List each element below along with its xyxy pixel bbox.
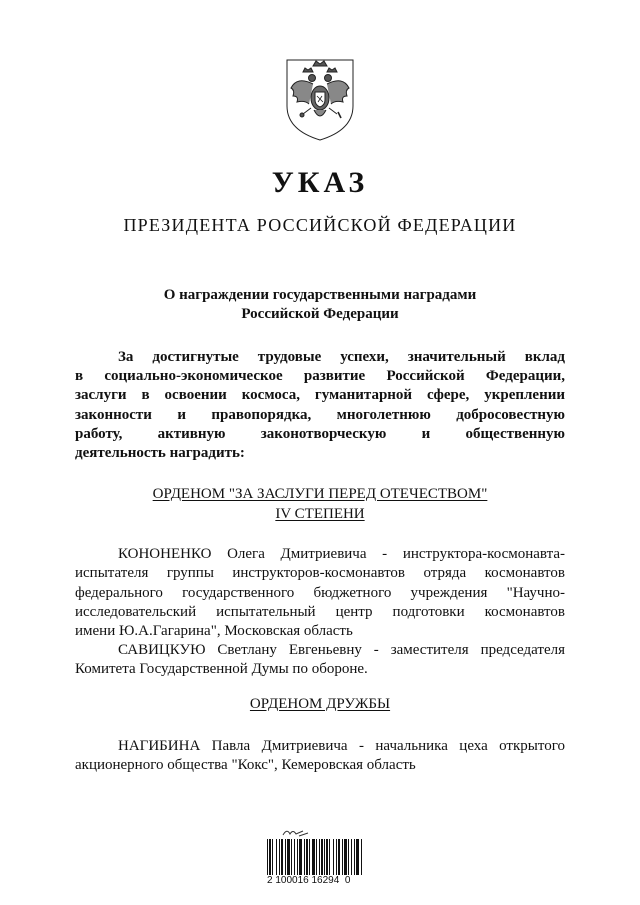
entry-line: исследовательский испытательный центр подготовки космонавтов [75,603,565,620]
heading-line: О награждении государственными наградами [163,287,477,303]
barcode-number: 2 100016 16294 0 [267,875,351,886]
decree-issuer: ПРЕЗИДЕНТА РОССИЙСКОЙ ФЕДЕРАЦИИ [123,215,517,235]
decree-title: УКАЗ [271,166,369,199]
entry-line: акционерного общества "Кокс", Кемеровская область [75,757,416,774]
intro-line: заслуги в освоении космоса, гуманитарной сфере, укреплении [75,387,565,404]
entry-line: КОНОНЕНКО Олега Дмитриевича - инструктора-космонавта- [118,546,565,562]
awardee-entry-savitskaya [75,641,565,680]
entry-line: Комитета Государственной Думы по обороне. [75,661,368,678]
intro-line: работу, активную законотворческую и общественную [75,425,565,442]
entry-line: имени Ю.А.Гагарина", Московская область [75,623,353,640]
heading-line: Российской Федерации [241,306,399,322]
document-barcode [265,826,375,886]
award-title: ОРДЕНОМ ДРУЖБЫ [249,696,391,712]
award-title: ОРДЕНОМ "ЗА ЗАСЛУГИ ПЕРЕД ОТЕЧЕСТВОМ" [152,486,488,502]
decree-intro [75,348,565,463]
barcode-icon [265,839,365,875]
award-order-friendship [0,695,640,715]
intro-line: законности и правопорядка, многолетнюю добросовестную [75,406,565,423]
coat-of-arms-icon [283,56,357,144]
entry-line: САВИЦКУЮ Светлану Евгеньевну - заместителя председателя [118,642,565,658]
intro-line: За достигнутые трудовые успехи, значительный вклад [118,349,565,365]
decree-heading [0,286,640,324]
award-order-merit [0,485,640,524]
awardee-entry-nagibin [75,737,565,776]
intro-line: деятельность наградить: [75,445,245,462]
awardee-entry-kononenko [75,545,565,641]
intro-line: в социально-экономическое развитие Российской Федерации, [75,368,565,385]
award-degree: IV СТЕПЕНИ [275,505,365,522]
entry-line: испытателя группы инструкторов-космонавтов отряда космонавтов [75,565,565,582]
entry-line: НАГИБИНА Павла Дмитриевича - начальника цеха открытого [118,738,565,754]
handwritten-mark [281,826,311,838]
entry-line: федерального государственного бюджетного учреждения "Научно- [75,584,565,601]
